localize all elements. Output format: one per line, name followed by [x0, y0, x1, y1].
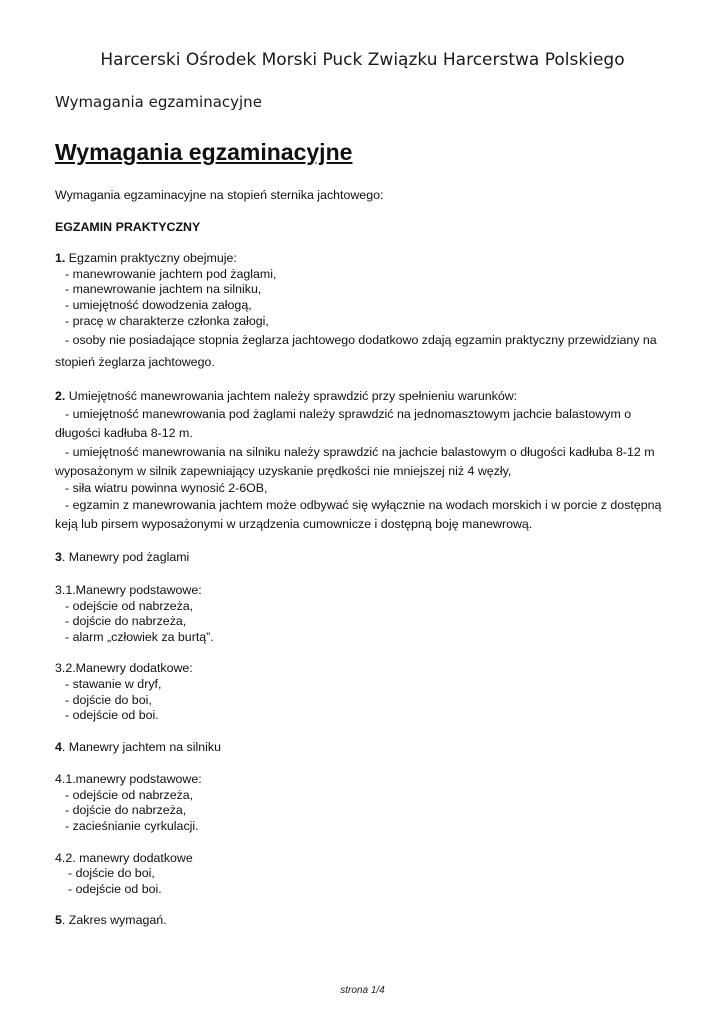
list-item: - stawanie w dryf,: [65, 676, 162, 691]
section-4-2: [55, 851, 665, 898]
subsection-title: 3.1.Manewry podstawowe:: [55, 582, 202, 597]
section-1: [55, 251, 665, 373]
list-item: - osoby nie posiadające stopnia żeglarza jachtowego dodatkowo zdają egzamin praktyczny przewidziany na stopień żeglarza jachtowego.: [55, 333, 657, 370]
list-item: - siła wiatru powinna wynosić 2-6OB,: [65, 480, 268, 495]
document-body: [55, 137, 665, 945]
section-title-text: . Zakres wymagań.: [61, 913, 167, 928]
list-item: - umiejętność manewrowania na silniku należy sprawdzić na jachcie balastowym o długości kadłuba 8-12 m wyposażonym w silnik zapewniający uzyskanie prędkości nie mniejszej niż 4 węzły,: [55, 444, 655, 478]
subsection-title: 3.2.Manewry dodatkowe:: [55, 661, 193, 676]
list-item: - umiejętność manewrowania pod żaglami należy sprawdzić na jednomasztowym jachcie balastowym o długości kadłuba 8-12 m.: [55, 406, 632, 440]
section-3: [55, 550, 665, 566]
section-number: 4: [55, 739, 62, 754]
section-5: [55, 913, 665, 929]
section-3-1: [55, 583, 665, 645]
list-item: - odejście od nabrzeża,: [65, 598, 194, 613]
page-number: strona 1/4: [340, 985, 385, 996]
subsection-title: 4.1.manewry podstawowe:: [55, 772, 202, 787]
page-subtitle: Wymagania egzaminacyjne: [55, 93, 262, 111]
site-title: Harcerski Ośrodek Morski Puck Związku Harcerstwa Polskiego: [100, 50, 625, 70]
list-item: - dojście do boi,: [65, 692, 152, 707]
document-heading: Wymagania egzaminacyjne: [55, 139, 353, 165]
exam-type-heading: EGZAMIN PRAKTYCZNY: [55, 219, 201, 234]
list-item: - odejście od nabrzeża,: [65, 787, 194, 802]
list-item: - umiejętność dowodzenia załogą,: [65, 297, 252, 312]
section-title-text: Egzamin praktyczny obejmuje:: [65, 251, 237, 266]
section-number: 5: [55, 913, 62, 928]
list-item: - manewrowanie jachtem na silniku,: [65, 282, 262, 297]
section-number: 2.: [55, 389, 66, 404]
section-4-1: [55, 772, 665, 834]
list-item: - zacieśnianie cyrkulacji.: [65, 819, 199, 834]
list-item: - pracę w charakterze członka załogi,: [65, 313, 269, 328]
list-item: - odejście od boi.: [65, 708, 159, 723]
list-item: - alarm „człowiek za burtą”.: [65, 629, 214, 644]
list-item: - dojście do nabrzeża,: [65, 803, 187, 818]
intro-text: Wymagania egzaminacyjne na stopień sternika jachtowego:: [55, 188, 384, 202]
section-number: 3: [55, 550, 62, 565]
list-item: - odejście od boi.: [68, 881, 162, 896]
section-5-title: [55, 913, 665, 929]
section-4: [55, 740, 665, 756]
section-3-2: [55, 661, 665, 723]
section-1-title: [55, 251, 665, 267]
section-title-text: Umiejętność manewrowania jachtem należy sprawdzić przy spełnieniu warunków:: [65, 389, 518, 404]
section-2: [55, 389, 665, 534]
section-4-title: [55, 740, 665, 756]
section-2-title: [55, 389, 665, 405]
section-title-text: . Manewry pod żaglami: [61, 550, 190, 565]
list-item: - manewrowanie jachtem pod żaglami,: [65, 266, 277, 281]
list-item: - dojście do nabrzeża,: [65, 614, 187, 629]
section-title-text: . Manewry jachtem na silniku: [61, 739, 221, 754]
list-item: - dojście do boi,: [68, 866, 155, 881]
section-3-title: [55, 550, 665, 566]
section-number: 1.: [55, 251, 66, 266]
subsection-title: 4.2. manewry dodatkowe: [55, 850, 193, 865]
list-item: - egzamin z manewrowania jachtem może odbywać się wyłącznie na wodach morskich i w porcie z dostępną keją lub pirsem wyposażonymi w urządzenia cumownicze i dostępną boję manewrową.: [55, 498, 662, 532]
